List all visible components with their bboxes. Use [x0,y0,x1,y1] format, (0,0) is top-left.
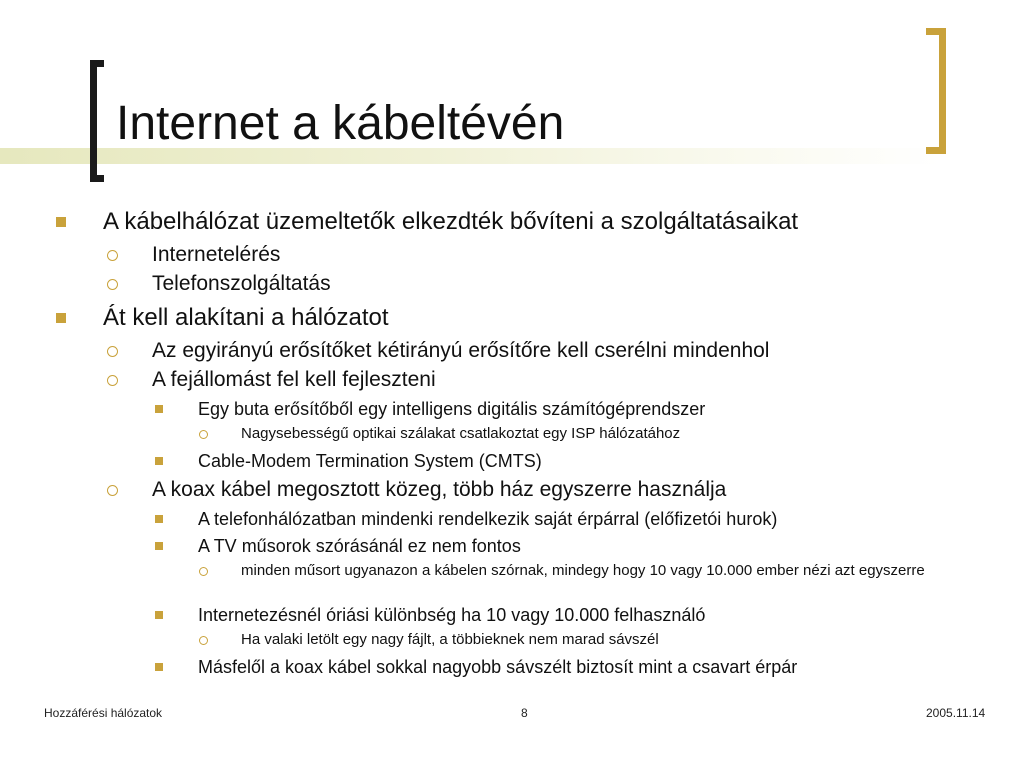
bullet-item: Telefonszolgáltatás [152,272,331,295]
square-bullet-icon [155,611,163,619]
bullet-item: A TV műsorok szórásánál ez nem fontos [198,536,521,556]
circle-bullet-icon [107,485,118,496]
bullet-item: A koax kábel megosztott közeg, több ház egyszerre használja [152,478,727,501]
bullet-item: minden műsort ugyanazon a kábelen szórnak, mindegy hogy 10 vagy 10.000 ember nézi azt egyszerre [241,562,925,579]
circle-bullet-icon [107,346,118,357]
square-bullet-icon [155,515,163,523]
bullet-item: Internetezésnél óriási különbség ha 10 vagy 10.000 felhasználó [198,605,706,625]
footer-left: Hozzáférési hálózatok [44,706,163,720]
bullet-item: Másfelől a koax kábel sokkal nagyobb sávszélt biztosít mint a csavart érpár [198,657,798,677]
bullet-item: Az egyirányú erősítőket kétirányú erősítőre kell cserélni mindenhol [152,339,770,362]
circle-bullet-icon [107,375,118,386]
square-bullet-icon [155,542,163,550]
bullet-item: A fejállomást fel kell fejleszteni [152,368,436,391]
bullet-item: Cable-Modem Termination System (CMTS) [198,451,542,471]
bullet-item: Nagysebességű optikai szálakat csatlakoztat egy ISP hálózatához [241,425,681,442]
square-bullet-icon [56,217,66,227]
bullet-item: A kábelhálózat üzemeltetők elkezdték bővíteni a szolgáltatásaikat [103,208,799,235]
circle-bullet-icon [107,250,118,261]
bullet-item: Ha valaki letölt egy nagy fájlt, a többieknek nem marad sávszél [241,631,659,648]
footer-date: 2005.11.14 [926,706,986,720]
slide-title: Internet a kábeltévén [116,97,565,150]
circle-bullet-icon [199,567,208,576]
footer-page-number: 8 [521,706,528,720]
bullet-item: Egy buta erősítőből egy intelligens digitális számítógéprendszer [198,399,706,419]
square-bullet-icon [155,663,163,671]
square-bullet-icon [155,405,163,413]
circle-bullet-icon [107,279,118,290]
bullet-item: A telefonhálózatban mindenki rendelkezik saját érpárral (előfizetói hurok) [198,509,778,529]
bullet-item: Internetelérés [152,243,281,266]
square-bullet-icon [56,313,66,323]
bullet-item: Át kell alakítani a hálózatot [103,304,389,331]
circle-bullet-icon [199,430,208,439]
square-bullet-icon [155,457,163,465]
circle-bullet-icon [199,636,208,645]
